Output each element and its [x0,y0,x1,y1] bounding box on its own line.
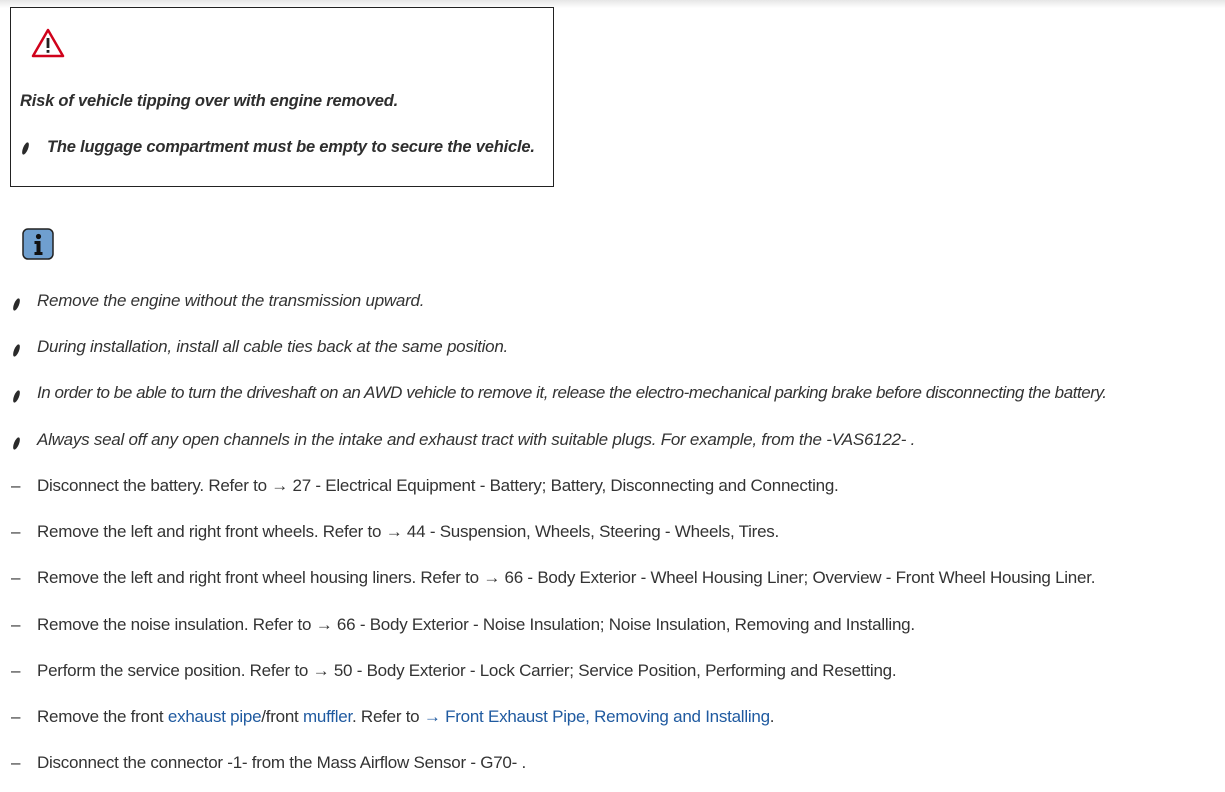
note-item [0,337,1225,361]
step-text: Perform the service position. Refer to → 50 - Body Exterior - Lock Carrier; Service Position, Performing and Resetting. [37,661,897,680]
note-text: Remove the engine without the transmission upward. [37,291,425,310]
step-text: Disconnect the connector -1- from the Mass Airflow Sensor - G70- . [37,753,526,772]
dash-bullet: – [11,568,21,587]
warning-bullet-text: The luggage compartment must be empty to secure the vehicle. [47,138,535,156]
dash-bullet: – [11,707,21,726]
exhaust-pipe-link[interactable]: exhaust pipe [167,707,262,726]
step-text: Remove the left and right front wheels. Refer to → 44 - Suspension, Wheels, Steering - Wheels, Tires. [37,522,779,541]
step-text-part: Remove the front [37,707,168,726]
dash-bullet: – [11,522,21,541]
step-text: Remove the left and right front wheel housing liners. Refer to → 66 - Body Exterior - Wheel Housing Liner; Overview - Front Wheel Housing Liner. [37,568,1096,587]
step-text-part: /front [261,707,303,726]
dash-bullet: – [11,753,21,772]
info-icon [22,228,54,260]
step-item [0,753,1225,777]
step-text: Disconnect the battery. Refer to → 27 - Electrical Equipment - Battery; Battery, Disconnecting and Connecting. [37,476,839,495]
step-item-exhaust [0,707,1225,731]
dash-bullet: – [11,615,21,634]
step-item [0,476,1225,500]
warning-box [10,7,554,187]
bullet-icon [21,142,31,156]
step-item [0,615,1225,639]
note-item [0,383,1225,407]
bullet-icon [12,344,22,358]
bullet-icon [12,437,22,451]
step-item [0,661,1225,685]
note-text: In order to be able to turn the driveshaft on an AWD vehicle to remove it, release the electro-mechanical parking brake before disconnecting the battery. [37,383,1107,402]
front-exhaust-pipe-reference-link[interactable]: → Front Exhaust Pipe, Removing and Installing [423,707,770,726]
step-text-part: . [769,707,775,726]
step-item [0,568,1225,592]
note-item [0,430,1225,454]
note-text: Always seal off any open channels in the intake and exhaust tract with suitable plugs. For example, from the -VAS6122- . [37,430,916,449]
muffler-link[interactable]: muffler [303,707,352,726]
step-text-part: . Refer to [351,707,424,726]
step-text: Remove the noise insulation. Refer to → 66 - Body Exterior - Noise Insulation; Noise Insulation, Removing and Installing. [37,615,915,634]
note-item [0,291,1225,315]
warning-text: Risk of vehicle tipping over with engine removed. [20,92,399,110]
bullet-icon [12,390,22,404]
dash-bullet: – [11,661,21,680]
note-text: During installation, install all cable ties back at the same position. [37,337,509,356]
bullet-icon [12,298,22,312]
step-text [37,707,774,727]
warning-triangle-icon [31,28,65,58]
step-item [0,522,1225,546]
dash-bullet: – [11,476,21,495]
